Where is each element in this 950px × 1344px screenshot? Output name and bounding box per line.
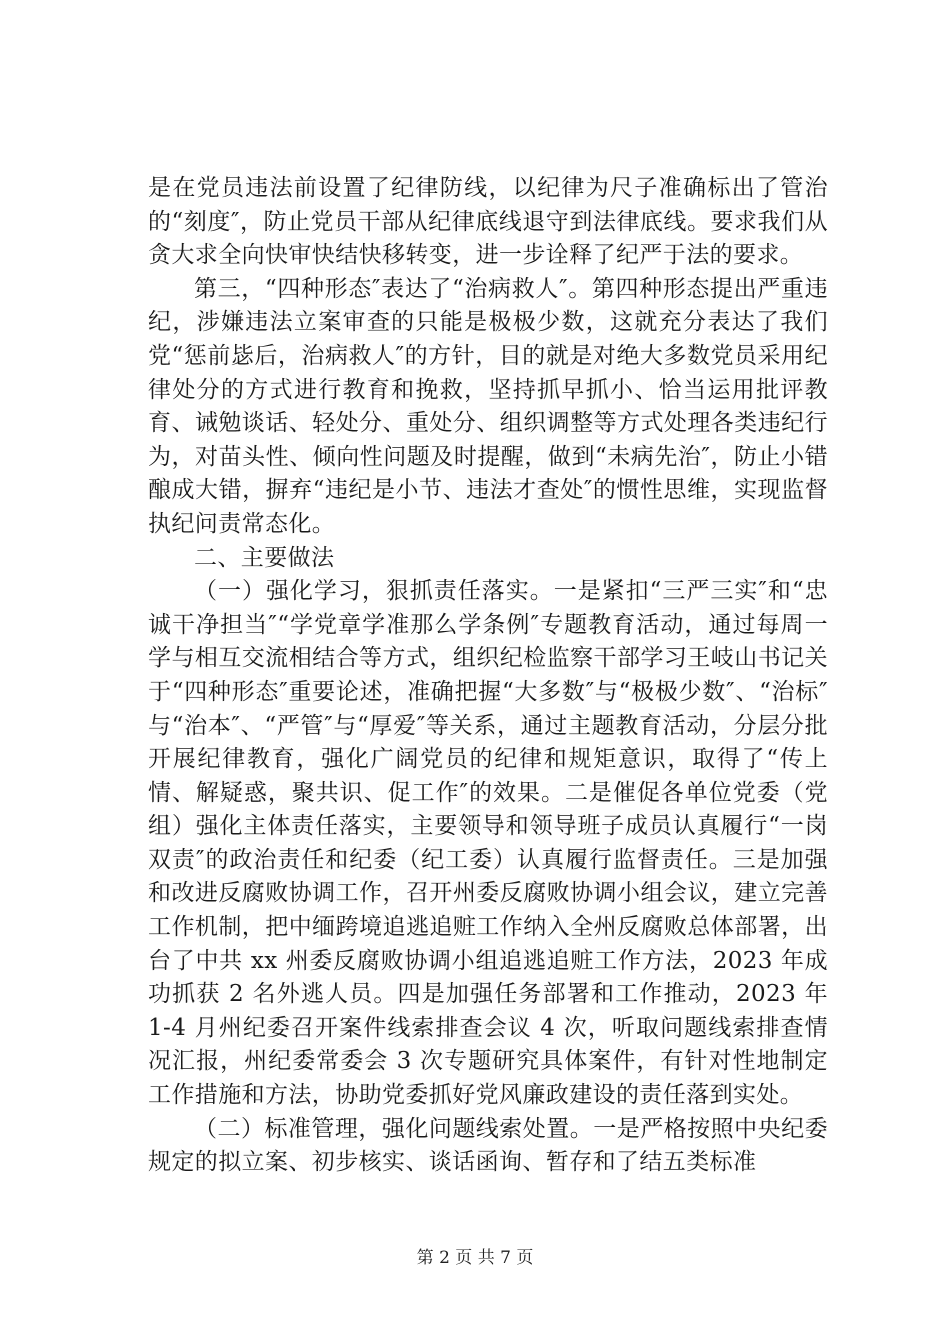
paragraph-third-point: 第三，“四种形态″表达了“治病救人″。第四种形态提出严重违纪，涉嫌违法立案审查的只能是极极少数，这就充分表达了我们党“惩前毖后，治病救人″的方针，目的就是对绝大多数党员采用纪律处分的方式进行教育和挽救，坚持抓早抓小、恰当运用批评教育、诫勉谈话、轻处分、重处分、组织调整等方式处理各类违纪行为，对苗头性、倾向性问题及时提醒，做到“未病先治″，防止小错酿成大错，摒弃“违纪是小节、违法才查处″的惯性思维，实现监督执纪问责常态化。 — [148, 275, 828, 537]
section-heading-main-practices: 二、主要做法 — [194, 544, 335, 571]
paragraph-standard-management: （二）标准管理，强化问题线索处置。一是严格按照中央纪委规定的拟立案、初步核实、谈话函询、暂存和了结五类标准 — [148, 1115, 828, 1176]
document-body — [148, 172, 828, 1180]
paragraph-strengthen-study: （一）强化学习，狠抓责任落实。一是紧扣“三严三实″和“忠诚干净担当″“学党章学准那么学条例″专题教育活动，通过每周一学与相互交流相结合等方式，组织纪检监察干部学习王岐山书记关于“四种形态″重要论述，准确把握“大多数″与“极极少数″、“治标″与“治本″、“严管″与“厚爱″等关系，通过主题教育活动，分层分批开展纪律教育，强化广阔党员的纪律和规矩意识，取得了“传上情、解疑惑，聚共识、促工作″的效果。二是催促各单位党委（党组）强化主体责任落实，主要领导和领导班子成员认真履行“一岗双责″的政治责任和纪委（纪工委）认真履行监督责任。三是加强和改进反腐败协调工作，召开州委反腐败协调小组会议，建立完善工作机制，把中缅跨境追逃追赃工作纳入全州反腐败总体部署，出台了中共 xx 州委反腐败协调小组追逃追赃工作方法，2023 年成功抓获 2 名外逃人员。四是加强任务部署和工作推动，2023 年 1-4 月州纪委召开案件线索排查会议 4 次，听取问题线索排查情况汇报，州纪委常委会 3 次专题研究具体案件，有针对性地制定工作措施和方法，协助党委抓好党风廉政建设的责任落到实处。 — [148, 578, 828, 1109]
paragraph-continuation: 是在党员违法前设置了纪律防线，以纪律为尺子准确标出了管治的“刻度″，防止党员干部从纪律底线退守到法律底线。要求我们从贪大求全向快审快结快移转变，进一步诠释了纪严于法的要求。 — [148, 175, 828, 269]
page-number-footer: 第 2 页 共 7 页 — [416, 1248, 534, 1268]
